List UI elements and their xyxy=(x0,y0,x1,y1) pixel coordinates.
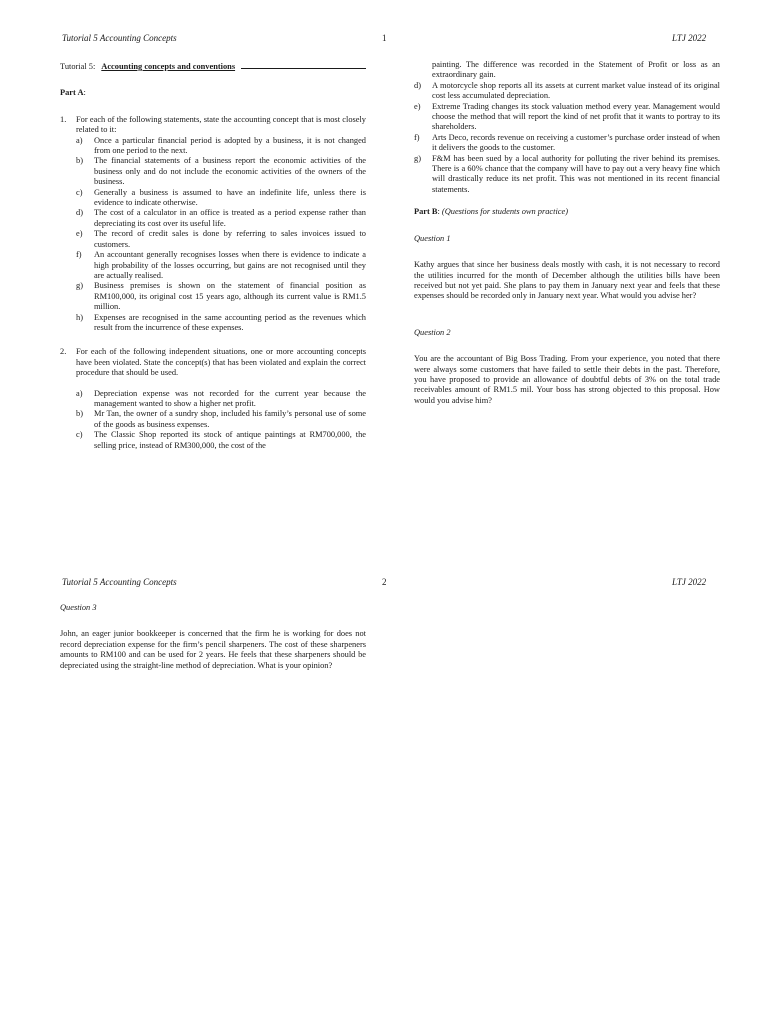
list-item xyxy=(414,102,720,133)
question-3-body: John, an eager junior bookkeeper is concerned that the firm he is working for does not record depreciation expense for the firm’s pencil sharpeners. The cost of these sharpeners amounts to RM100 and can be used for 2 years. He feels that these sharpeners should be depreciated using the straight-line method of depreciation. What is your opinion? xyxy=(60,629,366,670)
question-2-items-continued xyxy=(414,60,720,195)
item-text: Arts Deco, records revenue on receiving a customer’s purchase order instead of when it delivers the goods to the customer. xyxy=(432,132,720,153)
item-letter: e) xyxy=(414,101,421,111)
item-letter: b) xyxy=(76,156,83,166)
title-rule xyxy=(241,60,366,69)
item-letter: c) xyxy=(76,187,83,197)
item-letter: g) xyxy=(414,153,421,163)
list-item xyxy=(414,81,720,102)
list-item xyxy=(76,430,366,451)
question-2: 2. For each of the following independent situations, one or more accounting concepts have been violated. State the concept(s) that has been violated and explain the correct procedure that should be used. a) Depreciation expense was not recorded for the current year because the management wanted to show a higher net profit. b) Mr Tan, the owner of a sundry shop, included his family’s personal use of some of the goods as business expenses. c) The Classic Shop reported its stock of antique paintings at RM700,000, the selling price, instead of RM300,000, the cost of the xyxy=(60,347,366,450)
list-item xyxy=(76,136,366,157)
page2-number: 2 xyxy=(382,577,387,587)
item-letter: d) xyxy=(414,80,421,90)
item-letter: a) xyxy=(76,135,83,145)
page1-header-code: LTJ 2022 xyxy=(672,33,707,43)
item-letter: c) xyxy=(76,430,83,440)
question-1-text: For each of the following statements, state the accounting concept that is most closely related to it: xyxy=(76,114,366,135)
item-letter: b) xyxy=(76,409,83,419)
page1-number: 1 xyxy=(382,33,387,43)
item-text: Expenses are recognised in the same accounting period as the revenues which result from the incurrence of these expenses. xyxy=(94,312,366,332)
item-text: An accountant generally recognises losses when there is evidence to indicate a high probability of the losses occurring, but gains are not recognised until they are actually realised. xyxy=(94,250,366,280)
list-item xyxy=(414,133,720,154)
list-item xyxy=(414,154,720,196)
question-3-title: Question 3 xyxy=(60,603,97,612)
tutorial-title-text: Accounting concepts and conventions xyxy=(101,62,236,71)
question-1: 1. For each of the following statements, state the accounting concept that is most closely related to it: a) Once a particular financial period is adopted by a business, it is not changed from one period to the next. b) The financial statements of a business report the economic activities of the business only and do not include the economic activities of the owners of the business. c) Generally a business is assumed to have an indefinite life, unless there is evidence to indicate otherwise. d) The cost of a calculator in an office is treated as a period expense rather than depreciating its cost over its useful life. e) The record of credit sales is done by referring to sales invoices issued to customers. f) An accountant generally recognises losses when there is evidence to indicate a high probability of the losses occurring, but gains are not recognised until they are actually realised. g) Business premises is shown on the statement of financial position as RM100,000, its original cost 15 years ago, although its current value is RM1.5 million. h) Expenses are recognised in the same accounting period as the revenues which result from the incurrence of these expenses. xyxy=(60,114,366,332)
part-a-heading: Part A: xyxy=(60,88,86,98)
page2-header-code: LTJ 2022 xyxy=(672,577,707,587)
item-text: The cost of a calculator in an office is treated as a period expense rather than depreciating its cost over its useful life. xyxy=(94,208,366,228)
item-text: Generally a business is assumed to have an indefinite life, unless there is evidence to indicate otherwise. xyxy=(94,187,366,208)
list-item xyxy=(76,229,366,250)
item-letter: a) xyxy=(76,388,83,398)
item-letter: h) xyxy=(76,312,83,322)
tutorial-title xyxy=(60,60,366,72)
question-2-items xyxy=(76,389,366,451)
tutorial-title-prefix: Tutorial 5: xyxy=(60,62,96,71)
question-1-title: Question 1 xyxy=(414,233,451,243)
list-item xyxy=(76,250,366,281)
item-letter xyxy=(414,60,432,81)
item-text: painting. The difference was recorded in the Statement of Profit or loss as an extraordinary gain. xyxy=(432,60,720,80)
item-text: A motorcycle shop reports all its assets at current market value instead of its original cost less accumulated depreciation. xyxy=(432,80,720,101)
list-item xyxy=(76,156,366,187)
page2-left-column xyxy=(60,603,366,671)
page2-header-title: Tutorial 5 Accounting Concepts xyxy=(62,577,177,587)
question-2-title: Question 2 xyxy=(414,327,451,337)
page1-left-column xyxy=(60,60,366,451)
item-text: Once a particular financial period is adopted by a business, it is not changed from one period to the next. xyxy=(94,135,366,156)
item-text: The record of credit sales is done by referring to sales invoices issued to customers. xyxy=(94,229,366,249)
item-letter: f) xyxy=(414,132,420,142)
question-1-body: Kathy argues that since her business deals mostly with cash, it is not necessary to record the utilities incurred for the month of December although the utilities bills have been received but not yet paid. She plans to pay them in January next year and feels that these expenses should be recorded only in January next year. What would you advise her? xyxy=(414,260,720,301)
question-1-items xyxy=(76,136,366,334)
page1-right-column xyxy=(414,60,720,406)
item-letter: g) xyxy=(76,281,83,291)
item-text: F&M has been sued by a local authority for polluting the river behind its premises. There is a 60% chance that the company will have to pay out a very heavy fine which will drastically reduce its net profit. This was not mentioned in its recent financial statements. xyxy=(432,153,720,194)
item-text: The financial statements of a business report the economic activities of the business only and do not include the economic activities of the owners of the business. xyxy=(94,156,366,187)
item-letter: f) xyxy=(76,250,82,260)
item-text: The Classic Shop reported its stock of antique paintings at RM700,000, the selling price, instead of RM300,000, the cost of the xyxy=(94,430,366,450)
list-item xyxy=(76,281,366,312)
item-text: Depreciation expense was not recorded for the current year because the management wanted to show a higher net profit. xyxy=(94,388,366,408)
part-b-heading: Part B: (Questions for students own practice) xyxy=(414,207,569,217)
item-letter: e) xyxy=(76,229,83,239)
list-item xyxy=(76,208,366,229)
list-item xyxy=(76,188,366,209)
question-2-body: You are the accountant of Big Boss Trading. From your experience, you noted that there were always some customers that have failed to settle their debts in the past. Therefore, you have proposed to provide an allowance of doubtful debts of 3% on the total trade receivables amount of RM1.5 mil. Your boss has strong objected to this proposal. How would you advise him? xyxy=(414,354,720,405)
item-text: Business premises is shown on the statement of financial position as RM100,000, its original cost 15 years ago, although its current value is RM1.5 million. xyxy=(94,281,366,312)
item-text: Mr Tan, the owner of a sundry shop, included his family’s personal use of some of the goods as business expenses. xyxy=(94,409,366,429)
page1-header-title: Tutorial 5 Accounting Concepts xyxy=(62,33,177,43)
item-text: Extreme Trading changes its stock valuation method every year. Management would choose the method that will report the kind of net profit that it wants to portray to its shareholders. xyxy=(432,101,720,132)
item-letter: d) xyxy=(76,208,83,218)
list-item xyxy=(76,389,366,410)
list-item xyxy=(76,409,366,430)
list-item xyxy=(414,60,720,81)
question-2-text: For each of the following independent situations, one or more accounting concepts have been violated. State the concept(s) that has been violated and explain the correct procedure that should be used. xyxy=(76,347,366,378)
list-item xyxy=(76,313,366,334)
